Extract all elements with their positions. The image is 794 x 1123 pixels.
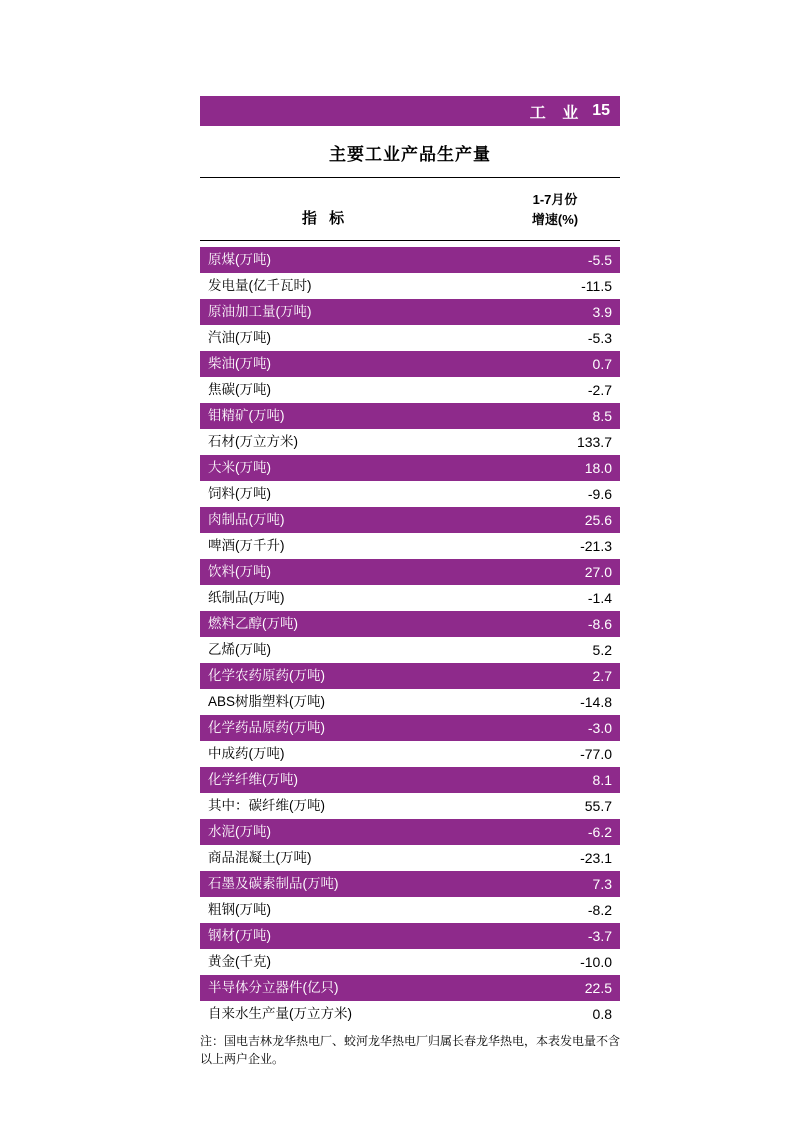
row-growth-value: 25.6 xyxy=(474,507,620,533)
row-growth-value: -5.3 xyxy=(474,325,620,351)
table-row xyxy=(200,975,620,1001)
column-header-period-line2: 增速(%) xyxy=(531,212,579,228)
row-growth-value: -14.8 xyxy=(474,689,620,715)
row-growth-value: 55.7 xyxy=(474,793,620,819)
table-row xyxy=(200,923,620,949)
table-row xyxy=(200,403,620,429)
table-row xyxy=(200,663,620,689)
table-row xyxy=(200,247,620,273)
table-row xyxy=(200,299,620,325)
row-growth-value: -3.7 xyxy=(474,923,620,949)
row-growth-value: -8.2 xyxy=(474,897,620,923)
row-indicator-label: 化学农药原药(万吨) xyxy=(200,663,474,689)
row-growth-value: -5.5 xyxy=(474,247,620,273)
row-growth-value: -9.6 xyxy=(474,481,620,507)
column-header-period xyxy=(490,190,620,230)
table-row xyxy=(200,793,620,819)
table-row xyxy=(200,455,620,481)
row-growth-value: 5.2 xyxy=(474,637,620,663)
section-label: 工 业 xyxy=(529,104,585,122)
table-row xyxy=(200,585,620,611)
table-row xyxy=(200,819,620,845)
row-indicator-label: 化学药品原药(万吨) xyxy=(200,715,474,741)
table-row xyxy=(200,351,620,377)
row-indicator-label: 半导体分立器件(亿只) xyxy=(200,975,474,1001)
row-growth-value: 8.5 xyxy=(474,403,620,429)
column-header-indicator: 指 标 xyxy=(301,210,349,228)
row-growth-value: -2.7 xyxy=(474,377,620,403)
table-row xyxy=(200,871,620,897)
table-row xyxy=(200,897,620,923)
row-indicator-label: 水泥(万吨) xyxy=(200,819,474,845)
row-indicator-label: 发电量(亿千瓦时) xyxy=(200,273,474,299)
table-row xyxy=(200,949,620,975)
row-indicator-label: 乙烯(万吨) xyxy=(200,637,474,663)
row-indicator-label: 钢材(万吨) xyxy=(200,923,474,949)
row-growth-value: 27.0 xyxy=(474,559,620,585)
table-row xyxy=(200,325,620,351)
table-row xyxy=(200,481,620,507)
row-indicator-label: 中成药(万吨) xyxy=(200,741,474,767)
row-indicator-label: 啤酒(万千升) xyxy=(200,533,474,559)
row-growth-value: 18.0 xyxy=(474,455,620,481)
table-row xyxy=(200,611,620,637)
row-indicator-label: 黄金(千克) xyxy=(200,949,474,975)
row-indicator-label: ABS树脂塑料(万吨) xyxy=(200,689,474,715)
table-row xyxy=(200,637,620,663)
row-indicator-label: 化学纤维(万吨) xyxy=(200,767,474,793)
report-content xyxy=(200,96,620,1068)
table-row xyxy=(200,507,620,533)
row-indicator-label: 自来水生产量(万立方米) xyxy=(200,1001,474,1027)
row-growth-value: 8.1 xyxy=(474,767,620,793)
row-growth-value: -11.5 xyxy=(474,273,620,299)
row-indicator-label: 大米(万吨) xyxy=(200,455,474,481)
row-growth-value: 3.9 xyxy=(474,299,620,325)
row-indicator-label: 粗钢(万吨) xyxy=(200,897,474,923)
row-indicator-label: 其中：碳纤维(万吨) xyxy=(200,793,474,819)
table-row xyxy=(200,429,620,455)
row-indicator-label: 肉制品(万吨) xyxy=(200,507,474,533)
table-row xyxy=(200,1001,620,1027)
table-row xyxy=(200,273,620,299)
row-indicator-label: 饮料(万吨) xyxy=(200,559,474,585)
row-growth-value: 0.7 xyxy=(474,351,620,377)
table-row xyxy=(200,845,620,871)
row-growth-value: -8.6 xyxy=(474,611,620,637)
page-title: 主要工业产品生产量 xyxy=(329,145,491,164)
row-growth-value: 2.7 xyxy=(474,663,620,689)
row-growth-value: 22.5 xyxy=(474,975,620,1001)
production-table xyxy=(200,247,620,1027)
row-growth-value: -3.0 xyxy=(474,715,620,741)
row-indicator-label: 饲料(万吨) xyxy=(200,481,474,507)
table-note: 注：国电吉林龙华热电厂、蛟河龙华热电厂归属长春龙华热电，本表发电量不含以上两户企业。 xyxy=(200,1034,621,1067)
row-indicator-label: 石材(万立方米) xyxy=(200,429,474,455)
row-growth-value: -21.3 xyxy=(474,533,620,559)
table-row xyxy=(200,559,620,585)
row-indicator-label: 燃料乙醇(万吨) xyxy=(200,611,474,637)
table-column-header xyxy=(200,178,620,241)
row-growth-value: -6.2 xyxy=(474,819,620,845)
row-indicator-label: 商品混凝土(万吨) xyxy=(200,845,474,871)
row-growth-value: -1.4 xyxy=(474,585,620,611)
page-number: 15 xyxy=(592,102,610,119)
row-growth-value: 0.8 xyxy=(474,1001,620,1027)
row-indicator-label: 原油加工量(万吨) xyxy=(200,299,474,325)
column-header-period-line1: 1-7月份 xyxy=(532,192,578,207)
row-growth-value: -10.0 xyxy=(474,949,620,975)
table-row xyxy=(200,377,620,403)
page-header-bar xyxy=(200,96,620,126)
row-growth-value: 7.3 xyxy=(474,871,620,897)
row-growth-value: 133.7 xyxy=(474,429,620,455)
table-row xyxy=(200,767,620,793)
row-indicator-label: 石墨及碳素制品(万吨) xyxy=(200,871,474,897)
table-row xyxy=(200,741,620,767)
row-indicator-label: 焦碳(万吨) xyxy=(200,377,474,403)
table-row xyxy=(200,689,620,715)
row-indicator-label: 纸制品(万吨) xyxy=(200,585,474,611)
table-row xyxy=(200,533,620,559)
row-indicator-label: 汽油(万吨) xyxy=(200,325,474,351)
row-indicator-label: 钼精矿(万吨) xyxy=(200,403,474,429)
table-row xyxy=(200,715,620,741)
row-growth-value: -77.0 xyxy=(474,741,620,767)
row-indicator-label: 原煤(万吨) xyxy=(200,247,474,273)
row-growth-value: -23.1 xyxy=(474,845,620,871)
row-indicator-label: 柴油(万吨) xyxy=(200,351,474,377)
